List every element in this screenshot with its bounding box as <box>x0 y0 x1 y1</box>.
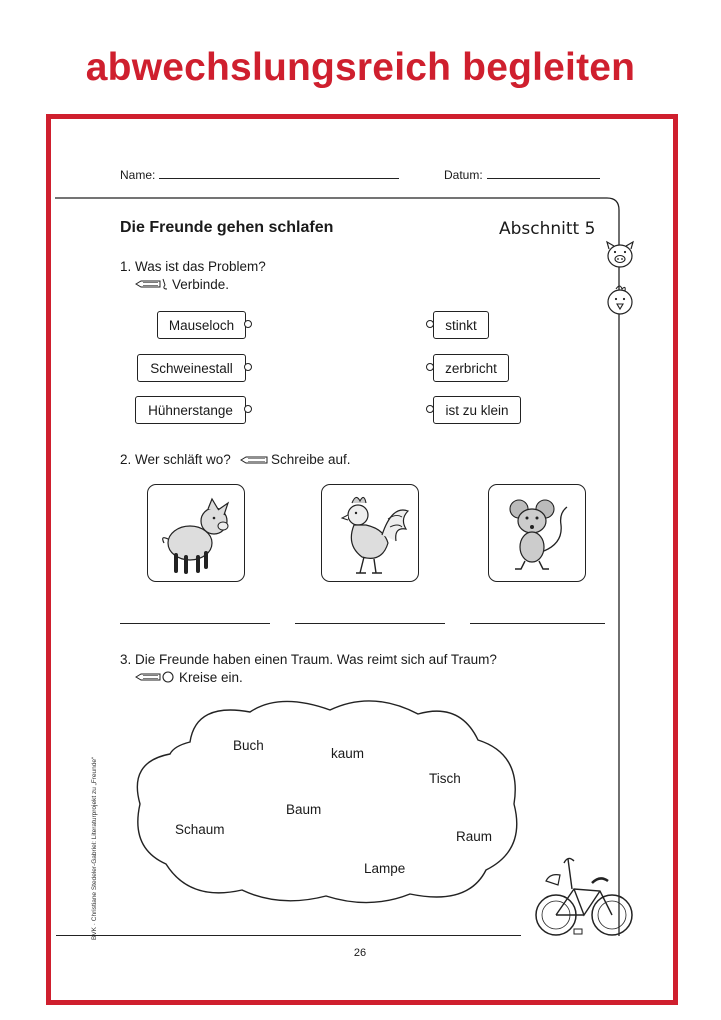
bicycle-icon <box>530 853 640 945</box>
pencil-icon <box>134 278 168 290</box>
mouse-picture <box>488 484 586 582</box>
dream-cloud <box>130 694 530 908</box>
pencil-icon <box>134 670 178 684</box>
rhyme-word[interactable]: Schaum <box>175 822 225 837</box>
match-right-item[interactable]: ist zu klein <box>433 396 521 424</box>
pig-icon <box>148 485 244 581</box>
pencil-icon <box>239 454 269 466</box>
headline: abwechslungsreich begleiten <box>85 46 636 89</box>
rooster-picture <box>321 484 419 582</box>
rhyme-word[interactable]: Baum <box>286 802 322 817</box>
worksheet-title: Die Freunde gehen schlafen <box>120 219 334 236</box>
pig-picture <box>147 484 245 582</box>
match-left-item[interactable]: Hühnerstange <box>135 396 246 424</box>
section-label: Abschnitt 5 <box>499 219 596 239</box>
rhyme-word[interactable]: Buch <box>233 738 264 753</box>
rhyme-word[interactable]: Raum <box>456 829 493 844</box>
q3-instruction: Kreise ein. <box>179 670 243 685</box>
match-left-item[interactable]: Schweinestall <box>137 354 246 382</box>
match-right-item[interactable]: stinkt <box>433 311 489 339</box>
name-field[interactable] <box>159 178 399 179</box>
q1-instruction: Verbinde. <box>172 277 230 292</box>
footer-rule <box>56 935 521 936</box>
match-left-item[interactable]: Mauseloch <box>157 311 246 339</box>
copyright-credit: BVK · Christiane Stedeler-Gabriel: Literaturprojekt zu „Freunde“ <box>91 756 98 940</box>
match-right-item[interactable]: zerbricht <box>433 354 509 382</box>
connector-dot[interactable] <box>244 363 252 371</box>
answer-line[interactable] <box>120 623 270 624</box>
chick-head-icon <box>604 283 636 319</box>
page-number: 26 <box>353 947 367 959</box>
q2-instruction: Schreibe auf. <box>271 452 351 467</box>
answer-line[interactable] <box>470 623 605 624</box>
rhyme-word[interactable]: Tisch <box>429 771 461 786</box>
q3-question: 3. Die Freunde haben einen Traum. Was reimt sich auf Traum? <box>120 652 497 667</box>
pig-head-icon <box>603 240 637 270</box>
rooster-icon <box>322 485 418 581</box>
q1-question: 1. Was ist das Problem? <box>120 259 266 274</box>
mouse-icon <box>489 485 585 581</box>
name-label: Name: <box>120 168 156 182</box>
rhyme-word[interactable]: Lampe <box>364 861 406 876</box>
connector-dot[interactable] <box>244 405 252 413</box>
answer-line[interactable] <box>295 623 445 624</box>
date-label: Datum: <box>444 168 483 182</box>
connector-dot[interactable] <box>244 320 252 328</box>
rhyme-word[interactable]: kaum <box>331 746 365 761</box>
q2-question: 2. Wer schläft wo? <box>120 452 231 467</box>
date-field[interactable] <box>487 178 600 179</box>
